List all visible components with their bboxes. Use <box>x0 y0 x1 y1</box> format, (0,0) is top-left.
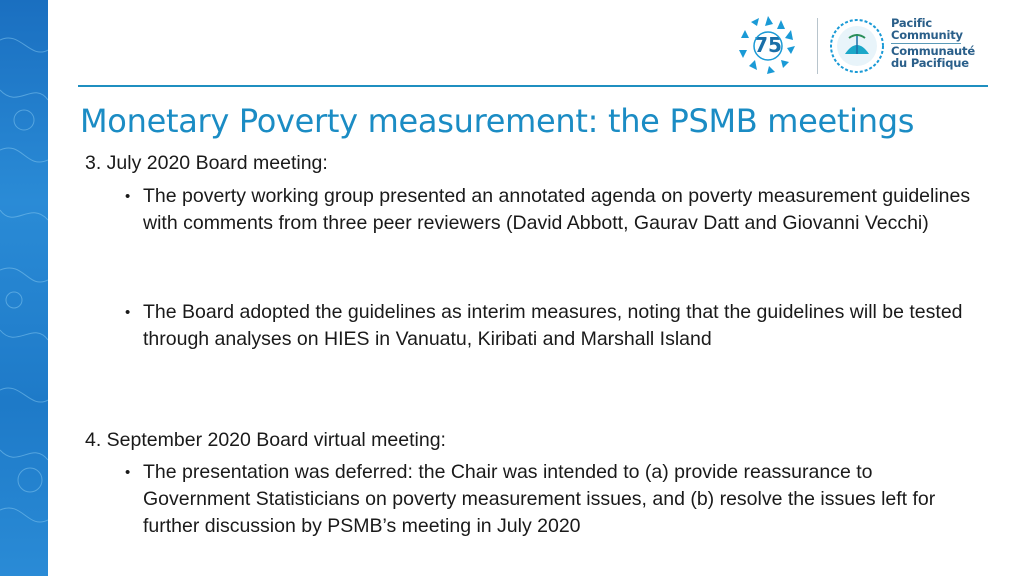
bullet-item <box>125 459 973 540</box>
anniversary-75-logo <box>735 14 801 78</box>
section-heading-september: 4. September 2020 Board virtual meeting: <box>85 429 446 451</box>
bullet-glyph: • <box>125 304 131 321</box>
pacific-community-wordmark <box>891 17 981 69</box>
logo-text-en-1: Pacific <box>891 16 933 30</box>
slide-title: Monetary Poverty measurement: the PSMB meetings <box>80 102 915 140</box>
bullet-glyph: • <box>125 188 131 205</box>
logo-text-separator <box>891 43 961 44</box>
logo-divider <box>817 18 818 74</box>
logo-text-fr-1: Communauté <box>891 44 975 58</box>
bullet-item <box>125 299 973 353</box>
header-divider <box>78 85 988 87</box>
pattern-graphic <box>0 0 48 576</box>
header-logos <box>735 14 975 78</box>
logo-text-fr-2: du Pacifique <box>891 56 969 70</box>
bullet-item <box>125 183 973 237</box>
svg-text:75: 75 <box>754 33 782 57</box>
decorative-side-band <box>0 0 48 576</box>
bullet-glyph: • <box>125 464 131 481</box>
bullet-text: The Board adopted the guidelines as interim measures, noting that the guidelines will be tested through analyses on HIES in Vanuatu, Kiribati and Marshall Island <box>143 301 963 350</box>
pacific-community-emblem <box>827 16 887 76</box>
bullet-text: The presentation was deferred: the Chair was intended to (a) provide reassurance to Government Statisticians on poverty measurement issues, and (b) resolve the issues left for further discussion by PSMB’s meeting in July 2020 <box>143 461 936 537</box>
section-heading-july: 3. July 2020 Board meeting: <box>85 152 328 174</box>
logo-text-en-2: Community <box>891 28 963 42</box>
bullet-text: The poverty working group presented an annotated agenda on poverty measurement guidelines with comments from three peer reviewers (David Abbott, Gaurav Datt and Giovanni Vecchi) <box>143 185 971 234</box>
